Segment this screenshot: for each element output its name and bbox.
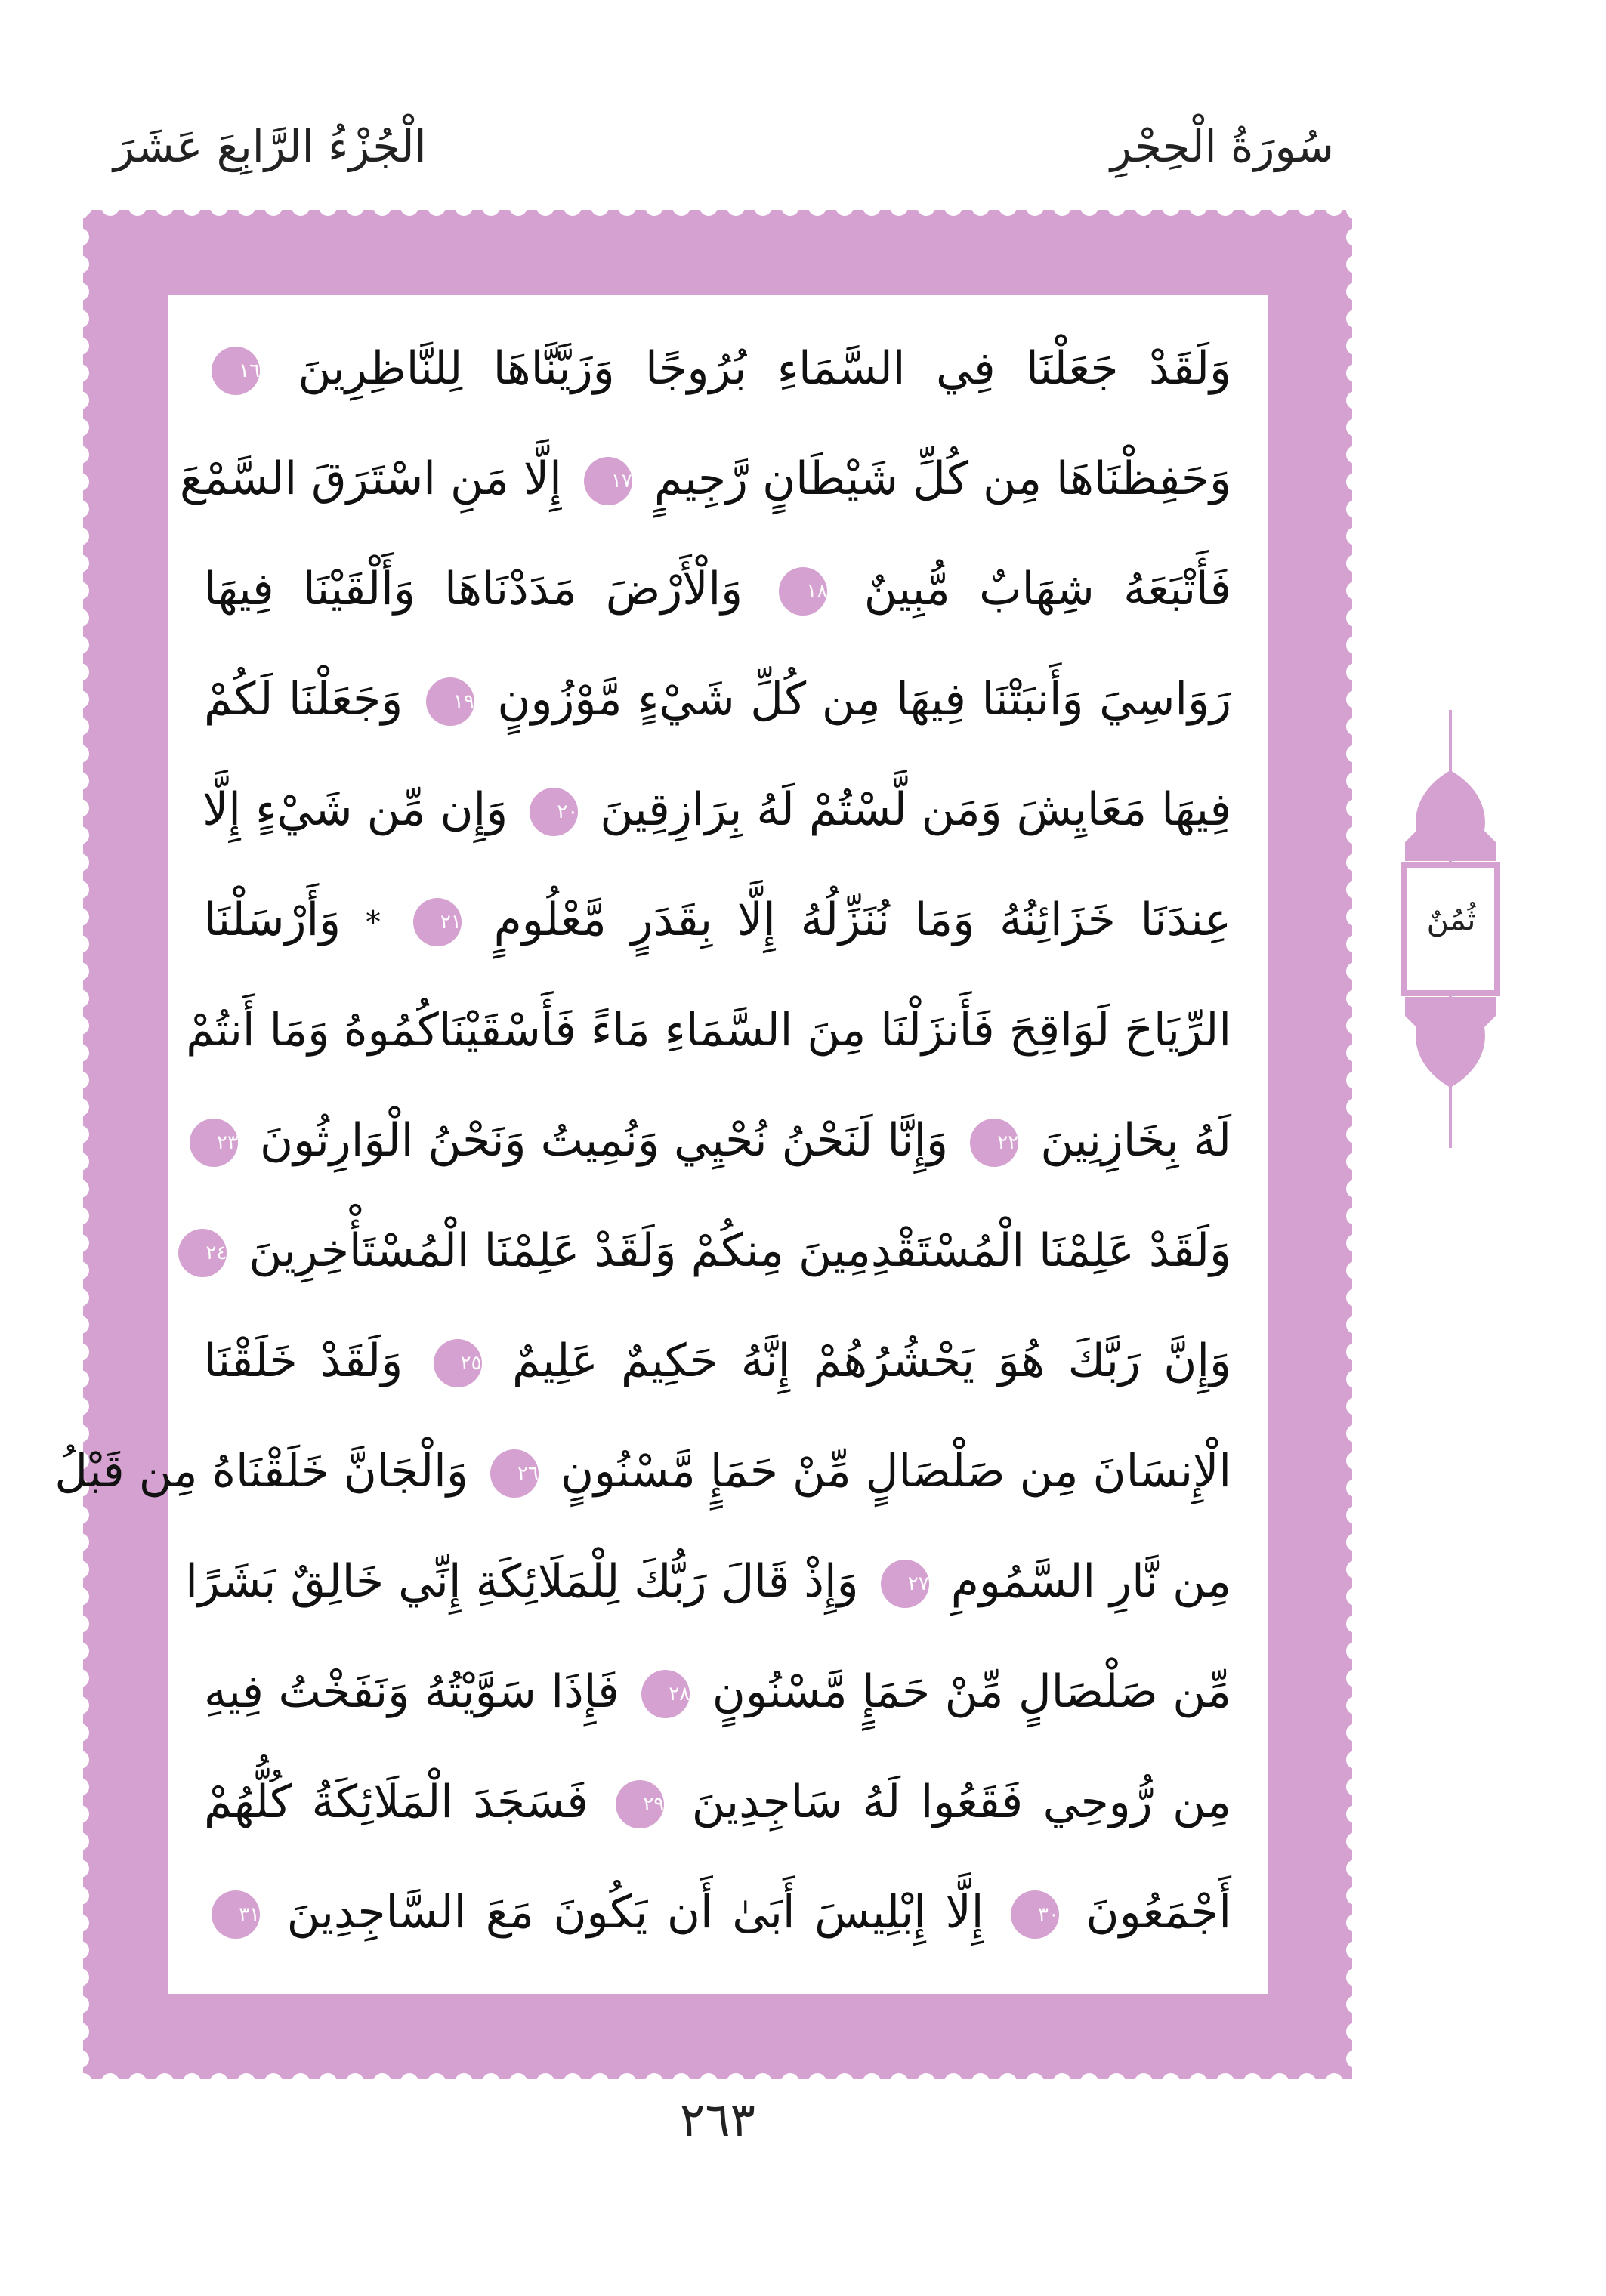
verse-text: فَأَتْبَعَهُ شِهَابٌ مُّبِينٌ xyxy=(863,563,1231,616)
verse-text: إِلَّا مَنِ اسْتَرَقَ السَّمْعَ xyxy=(180,452,562,505)
verse-text: الْإِنسَانَ مِن صَلْصَالٍ مِّنْ حَمَإٍ مَّسْنُونٍ xyxy=(560,1445,1231,1498)
verse-text: وَإِذْ قَالَ رَبُّكَ لِلْمَلَائِكَةِ إِنِّي خَالِقٌ بَشَرًا xyxy=(185,1555,859,1608)
verse-text: وَأَرْسَلْنَا xyxy=(204,893,341,946)
ayah-number-marker: ٢٤ xyxy=(178,1229,227,1277)
ayah-number-marker: ٢٢ xyxy=(970,1119,1018,1167)
verse-line xyxy=(186,975,1231,1085)
verse-line xyxy=(204,1196,1231,1306)
verse-text: فَإِذَا سَوَّيْتُهُ وَنَفَخْتُ فِيهِ xyxy=(204,1665,619,1718)
verse-text: مِّن صَلْصَالٍ مِّنْ حَمَإٍ مَّسْنُونٍ xyxy=(712,1665,1232,1718)
thumun-label: ثُمُنٌ xyxy=(1426,903,1476,937)
verse-text: وَلَقَدْ خَلَقْنَا xyxy=(204,1335,403,1387)
verse-line xyxy=(185,1526,1231,1637)
verse-line xyxy=(204,1747,1231,1857)
verse-text: لَهُ بِخَازِنِينَ xyxy=(1040,1114,1231,1167)
verse-text: وَحَفِظْنَاهَا مِن كُلِّ شَيْطَانٍ رَّجِيمٍ xyxy=(653,452,1231,505)
verse-text: وَالْجَانَّ خَلَقْنَاهُ مِن قَبْلُ xyxy=(54,1445,468,1498)
verse-text: وَجَعَلْنَا لَكُمْ xyxy=(204,673,403,726)
surah-title: سُورَةُ الْحِجْرِ xyxy=(1110,121,1334,172)
ayah-number-marker: ٢٩ xyxy=(616,1780,664,1828)
verse-text: وَإِنَّا لَنَحْنُ نُحْيِي وَنُمِيتُ وَنَحْنُ الْوَارِثُونَ xyxy=(260,1114,949,1167)
verse-text: الرِّيَاحَ لَوَاقِحَ فَأَنزَلْنَا مِنَ السَّمَاءِ مَاءً فَأَسْقَيْنَاكُمُوهُ وَمَا أَنتُمْ xyxy=(186,1004,1231,1057)
verse-text: فَسَجَدَ الْمَلَائِكَةُ كُلُّهُمْ xyxy=(204,1776,588,1828)
verse-text: وَلَقَدْ جَعَلْنَا فِي السَّمَاءِ بُرُوجًا وَزَيَّنَّاهَا لِلنَّاظِرِينَ xyxy=(298,342,1231,395)
hizb-star-icon: * xyxy=(365,905,381,940)
verse-line xyxy=(204,1306,1231,1416)
ayah-number-marker: ١٩ xyxy=(426,677,474,726)
ayah-number-marker: ١٧ xyxy=(584,457,632,505)
page-number: ٢٦٣ xyxy=(680,2092,755,2147)
verse-text: وَإِن مِّن شَيْءٍ إِلَّا xyxy=(202,783,508,836)
verse-line xyxy=(204,534,1231,644)
ayah-number-marker: ٢٨ xyxy=(641,1670,690,1718)
ayah-number-marker: ٢٣ xyxy=(190,1119,238,1167)
verse-lines xyxy=(54,313,1232,1967)
ayah-number-marker: ٢٦ xyxy=(490,1449,539,1498)
verse-text: إِلَّا إِبْلِيسَ أَبَىٰ أَن يَكُونَ مَعَ السَّاجِدِينَ xyxy=(286,1886,984,1939)
ayah-number-marker: ١٨ xyxy=(779,567,827,616)
verse-text: مِن نَّارِ السَّمُومِ xyxy=(950,1555,1231,1608)
ayah-number-marker: ٢٧ xyxy=(881,1560,929,1608)
verse-text: أَجْمَعُونَ xyxy=(1086,1886,1231,1939)
ayah-number-marker: ١٦ xyxy=(212,347,260,395)
ayah-number-marker: ٣١ xyxy=(212,1890,260,1939)
verse-line xyxy=(204,755,1231,865)
ayah-number-marker: ٣٠ xyxy=(1011,1890,1059,1939)
verse-line xyxy=(204,1085,1231,1196)
verse-line xyxy=(54,1416,1231,1526)
verse-line xyxy=(180,424,1231,534)
ayah-number-marker: ٢٠ xyxy=(530,788,578,836)
ayah-number-marker: ٢٥ xyxy=(434,1339,482,1387)
verse-text: عِندَنَا خَزَائِنُهُ وَمَا نُنَزِّلُهُ إِلَّا بِقَدَرٍ مَّعْلُومٍ xyxy=(493,893,1232,946)
verse-line xyxy=(204,1637,1231,1747)
verse-line xyxy=(204,865,1231,975)
verse-line xyxy=(204,644,1231,755)
verse-text: وَإِنَّ رَبَّكَ هُوَ يَحْشُرُهُمْ إِنَّهُ حَكِيمٌ عَلِيمٌ xyxy=(511,1335,1231,1387)
verse-text: رَوَاسِيَ وَأَنبَتْنَا فِيهَا مِن كُلِّ شَيْءٍ مَّوْزُونٍ xyxy=(497,673,1231,726)
verse-text: وَلَقَدْ عَلِمْنَا الْمُسْتَقْدِمِينَ مِنكُمْ وَلَقَدْ عَلِمْنَا الْمُسْتَأْخِرِينَ xyxy=(249,1224,1231,1277)
verse-text: فِيهَا مَعَايِشَ وَمَن لَّسْتُمْ لَهُ بِرَازِقِينَ xyxy=(600,783,1231,836)
verse-text: مِن رُّوحِي فَقَعُوا لَهُ سَاجِدِينَ xyxy=(691,1776,1231,1828)
juz-title: الْجُزْءُ الرَّابِعَ عَشَرَ xyxy=(113,121,427,172)
verse-text: وَالْأَرْضَ مَدَدْنَاهَا وَأَلْقَيْنَا فِيهَا xyxy=(204,563,743,616)
ayah-number-marker: ٢١ xyxy=(413,898,462,946)
verse-line xyxy=(204,313,1231,424)
verse-line xyxy=(204,1857,1231,1967)
